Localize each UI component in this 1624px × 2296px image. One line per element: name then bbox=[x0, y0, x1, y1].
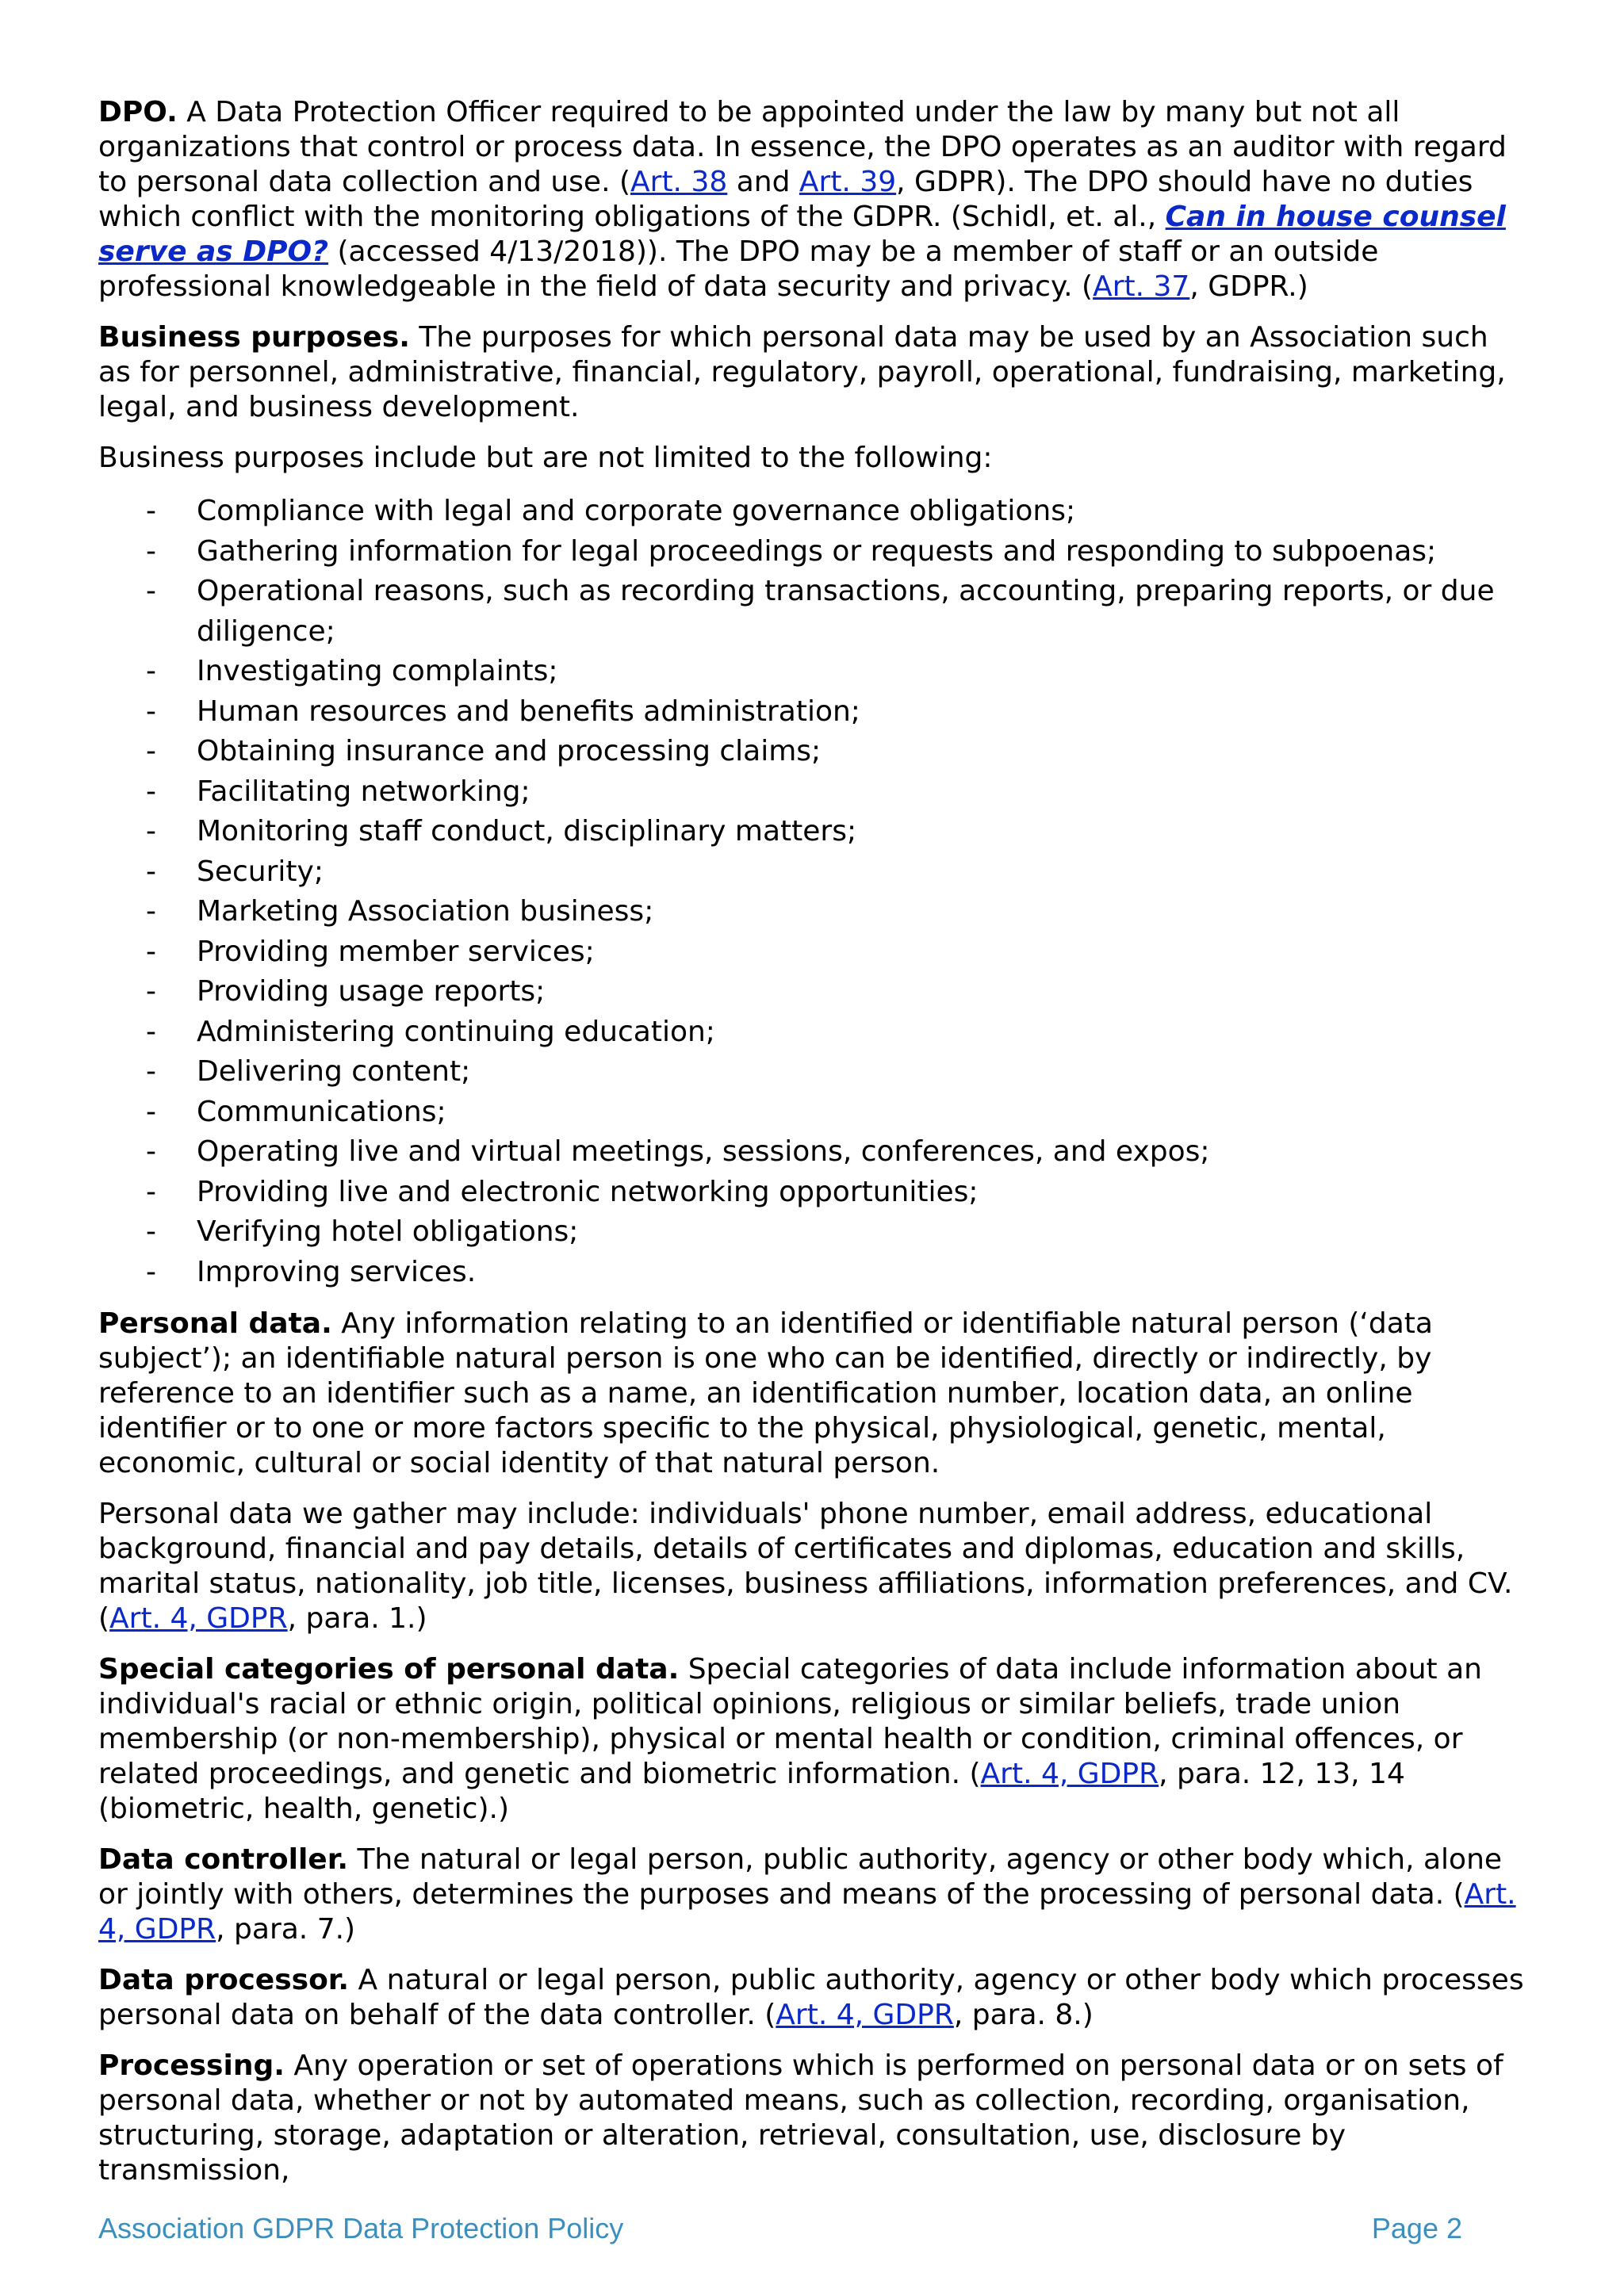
link-art-37[interactable]: Art. 37 bbox=[1093, 270, 1190, 303]
term-dpo: DPO. bbox=[98, 96, 178, 128]
personal-data-definition: Personal data. Any information relating to an identified or identifiable natural person (‘data subject’); an identifiable natural person is one who can be identified, directly or indirectly, by reference to an identifier such as a name, an identification number, location data, an online identifier or to one or more factors specific to the physical, physiological, genetic, mental, economic, cultural or social identity of that natural person. bbox=[98, 1307, 1433, 1479]
term-data-processor: Data processor. bbox=[98, 1964, 350, 1996]
list-item: - Communications; bbox=[146, 1095, 446, 1128]
link-art-4-gdpr[interactable]: Art. 4, GDPR bbox=[109, 1602, 288, 1635]
link-art-38[interactable]: Art. 38 bbox=[630, 166, 728, 198]
term-data-controller: Data controller. bbox=[98, 1843, 348, 1876]
list-item: - Facilitating networking; bbox=[146, 775, 530, 808]
link-art-4-gdpr[interactable]: Art. 4, GDPR bbox=[776, 1999, 954, 2031]
term-personal-data: Personal data. bbox=[98, 1307, 332, 1340]
personal-data-gathered: Personal data we gather may include: individuals' phone number, email address, educational background, financial and pay details, details of certificates and diplomas, education and skills, marital status, nationality, job title, licenses, business affiliations, information preferences, and CV. (Art. 4, GDPR, para. 1.) bbox=[98, 1498, 1513, 1635]
list-item: - Providing usage reports; bbox=[146, 975, 546, 1008]
list-item: - Security; bbox=[146, 855, 324, 888]
dpo-definition: DPO. A Data Protection Officer required to be appointed under the law by many but not all organizations that control or process data. In essence, the DPO operates as an auditor with regard to personal data collection and use. (Art. 38 and Art. 39, GDPR). The DPO should have no duties which conflict with the monitoring obligations of the GDPR. (Schidl, et. al., Can in house counsel serve as DPO? (accessed 4/13/2018)). The DPO may be a member of staff or an outside professional knowledgeable in the field of data security and privacy. (Art. 37, GDPR.) bbox=[98, 96, 1507, 303]
document-page bbox=[98, 95, 1526, 2204]
business-purposes-list bbox=[98, 492, 1526, 1292]
list-item: - Gathering information for legal proceedings or requests and responding to subpoenas; bbox=[146, 534, 1437, 568]
list-item: - Operating live and virtual meetings, sessions, conferences, and expos; bbox=[146, 1135, 1210, 1168]
list-item: - Delivering content; bbox=[146, 1055, 471, 1088]
list-item: - Improving services. bbox=[146, 1255, 477, 1288]
link-art-39[interactable]: Art. 39 bbox=[799, 166, 897, 198]
term-processing: Processing. bbox=[98, 2049, 285, 2082]
processing-definition: Processing. Any operation or set of operations which is performed on personal data or on sets of personal data, whether or not by automated means, such as collection, recording, organisation, structuring, storage, adaptation or alteration, retrieval, consultation, use, disclosure by transmission, bbox=[98, 2049, 1503, 2187]
list-item: - Operational reasons, such as recording transactions, accounting, preparing reports, or due diligence; bbox=[146, 575, 1495, 648]
list-item: - Human resources and benefits administration; bbox=[146, 695, 860, 728]
link-art-4-gdpr[interactable]: Art. 4, GDPR bbox=[98, 1878, 1516, 1946]
term-business-purposes: Business purposes. bbox=[98, 321, 410, 354]
list-item: - Investigating complaints; bbox=[146, 655, 558, 687]
business-purposes-intro: Business purposes include but are not limited to the following: bbox=[98, 442, 993, 474]
special-categories-definition: Special categories of personal data. Special categories of data include information about an individual's racial or ethnic origin, political opinions, religious or similar beliefs, trade union membership (or non-membership), physical or mental health or condition, criminal offences, or related proceedings, and genetic and biometric information. (Art. 4, GDPR, para. 12, 13, 14 (biometric, health, genetic).) bbox=[98, 1653, 1482, 1825]
data-controller-definition: Data controller. The natural or legal person, public authority, agency or other body which, alone or jointly with others, determines the purposes and means of the processing of personal data. (Art. 4, GDPR, para. 7.) bbox=[98, 1843, 1516, 1946]
list-item: - Marketing Association business; bbox=[146, 895, 654, 928]
term-special-categories: Special categories of personal data. bbox=[98, 1653, 680, 1686]
list-item: - Providing live and electronic networking opportunities; bbox=[146, 1175, 979, 1208]
list-item: - Compliance with legal and corporate governance obligations; bbox=[146, 495, 1076, 527]
list-item: - Providing member services; bbox=[146, 935, 595, 968]
business-purposes-definition: Business purposes. The purposes for which personal data may be used by an Association such as for personnel, administrative, financial, regulatory, payroll, operational, fundraising, marketing, legal, and business development. bbox=[98, 321, 1506, 423]
list-item: - Monitoring staff conduct, disciplinary matters; bbox=[146, 815, 857, 848]
data-processor-definition: Data processor. A natural or legal person, public authority, agency or other body which processes personal data on behalf of the data controller. (Art. 4, GDPR, para. 8.) bbox=[98, 1964, 1524, 2031]
list-item: - Administering continuing education; bbox=[146, 1015, 715, 1048]
link-art-4-gdpr[interactable]: Art. 4, GDPR bbox=[980, 1758, 1159, 1790]
link-in-house-counsel-dpo[interactable]: Can in house counsel serve as DPO? bbox=[98, 201, 1506, 268]
list-item: - Obtaining insurance and processing claims; bbox=[146, 735, 822, 767]
footer-title: Association GDPR Data Protection Policy bbox=[98, 2212, 624, 2244]
footer-page-number: Page 2 bbox=[1371, 2212, 1462, 2244]
list-item: - Verifying hotel obligations; bbox=[146, 1215, 579, 1248]
